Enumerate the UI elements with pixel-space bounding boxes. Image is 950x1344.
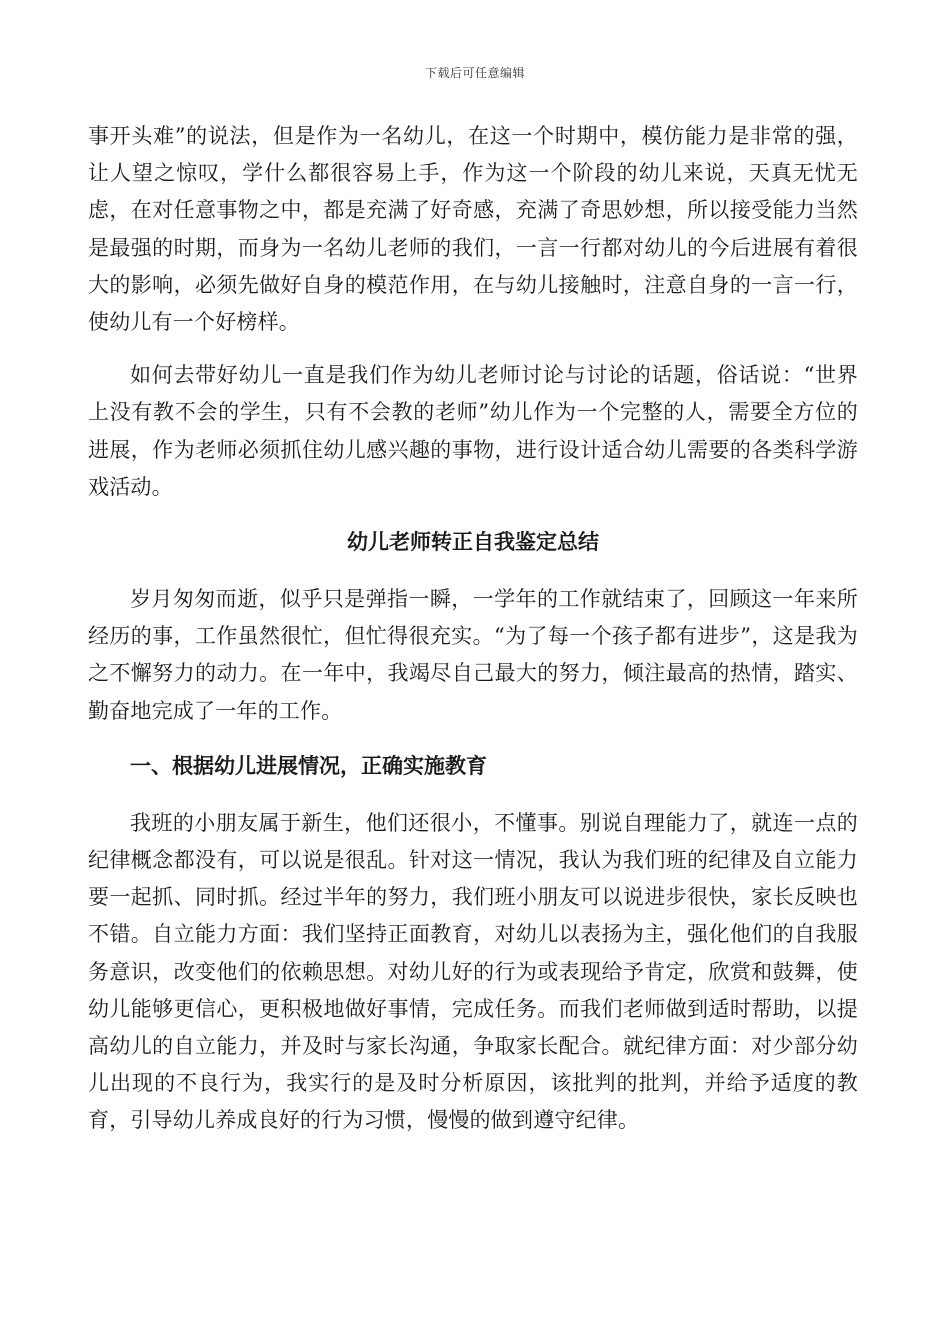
document-body [88, 118, 858, 1140]
paragraph-section-1: 我班的小朋友属于新生，他们还很小，不懂事。别说自理能力了，就连一点的纪律概念都没有，可以说是很乱。针对这一情况，我认为我们班的纪律及自立能力要一起抓、同时抓。经过半年的努力，我们班小朋友可以说进步很快，家长反映也不错。自立能力方面：我们坚持正面教育，对幼儿以表扬为主，强化他们的自我服务意识，改变他们的依赖思想。对幼儿好的行为或表现给予肯定，欣赏和鼓舞，使幼儿能够更信心，更积极地做好事情，完成任务。而我们老师做到适时帮助，以提高幼儿的自立能力，并及时与家长沟通，争取家长配合。就纪律方面：对少部分幼儿出现的不良行为，我实行的是及时分析原因，该批判的批判，并给予适度的教育，引导幼儿养成良好的行为习惯，慢慢的做到遵守纪律。 [88, 810, 858, 1133]
document-title: 幼儿老师转正自我鉴定总结 [347, 529, 599, 555]
paragraph-intro: 岁月匆匆而逝，似乎只是弹指一瞬，一学年的工作就结束了，回顾这一年来所经历的事，工作虽然很忙，但忙得很充实。“为了每一个孩子都有进步”，这是我为之不懈努力的动力。在一年中，我竭尽自己最大的努力，倾注最高的热情，踏实、勤奋地完成了一年的工作。 [88, 587, 858, 723]
paragraph-continuation: 事开头难”的说法，但是作为一名幼儿，在这一个时期中，模仿能力是非常的强，让人望之惊叹，学什么都很容易上手，作为这一个阶段的幼儿来说，天真无忧无虑，在对任意事物之中，都是充满了好奇感，充满了奇思妙想，所以接受能力当然是最强的时期，而身为一名幼儿老师的我们，一言一行都对幼儿的今后进展有着很大的影响，必须先做好自身的模范作用，在与幼儿接触时，注意自身的一言一行，使幼儿有一个好榜样。 [88, 124, 858, 335]
paragraph-how-to-guide: 如何去带好幼儿一直是我们作为幼儿老师讨论与讨论的话题，俗话说：“世界上没有教不会的学生，只有不会教的老师”幼儿作为一个完整的人，需要全方位的进展，作为老师必须抓住幼儿感兴趣的事物，进行设计适合幼儿需要的各类科学游戏活动。 [88, 363, 858, 499]
section-heading-1: 一、根据幼儿进展情况，正确实施教育 [130, 752, 487, 778]
header-note: 下载后可任意编辑 [424, 66, 525, 80]
